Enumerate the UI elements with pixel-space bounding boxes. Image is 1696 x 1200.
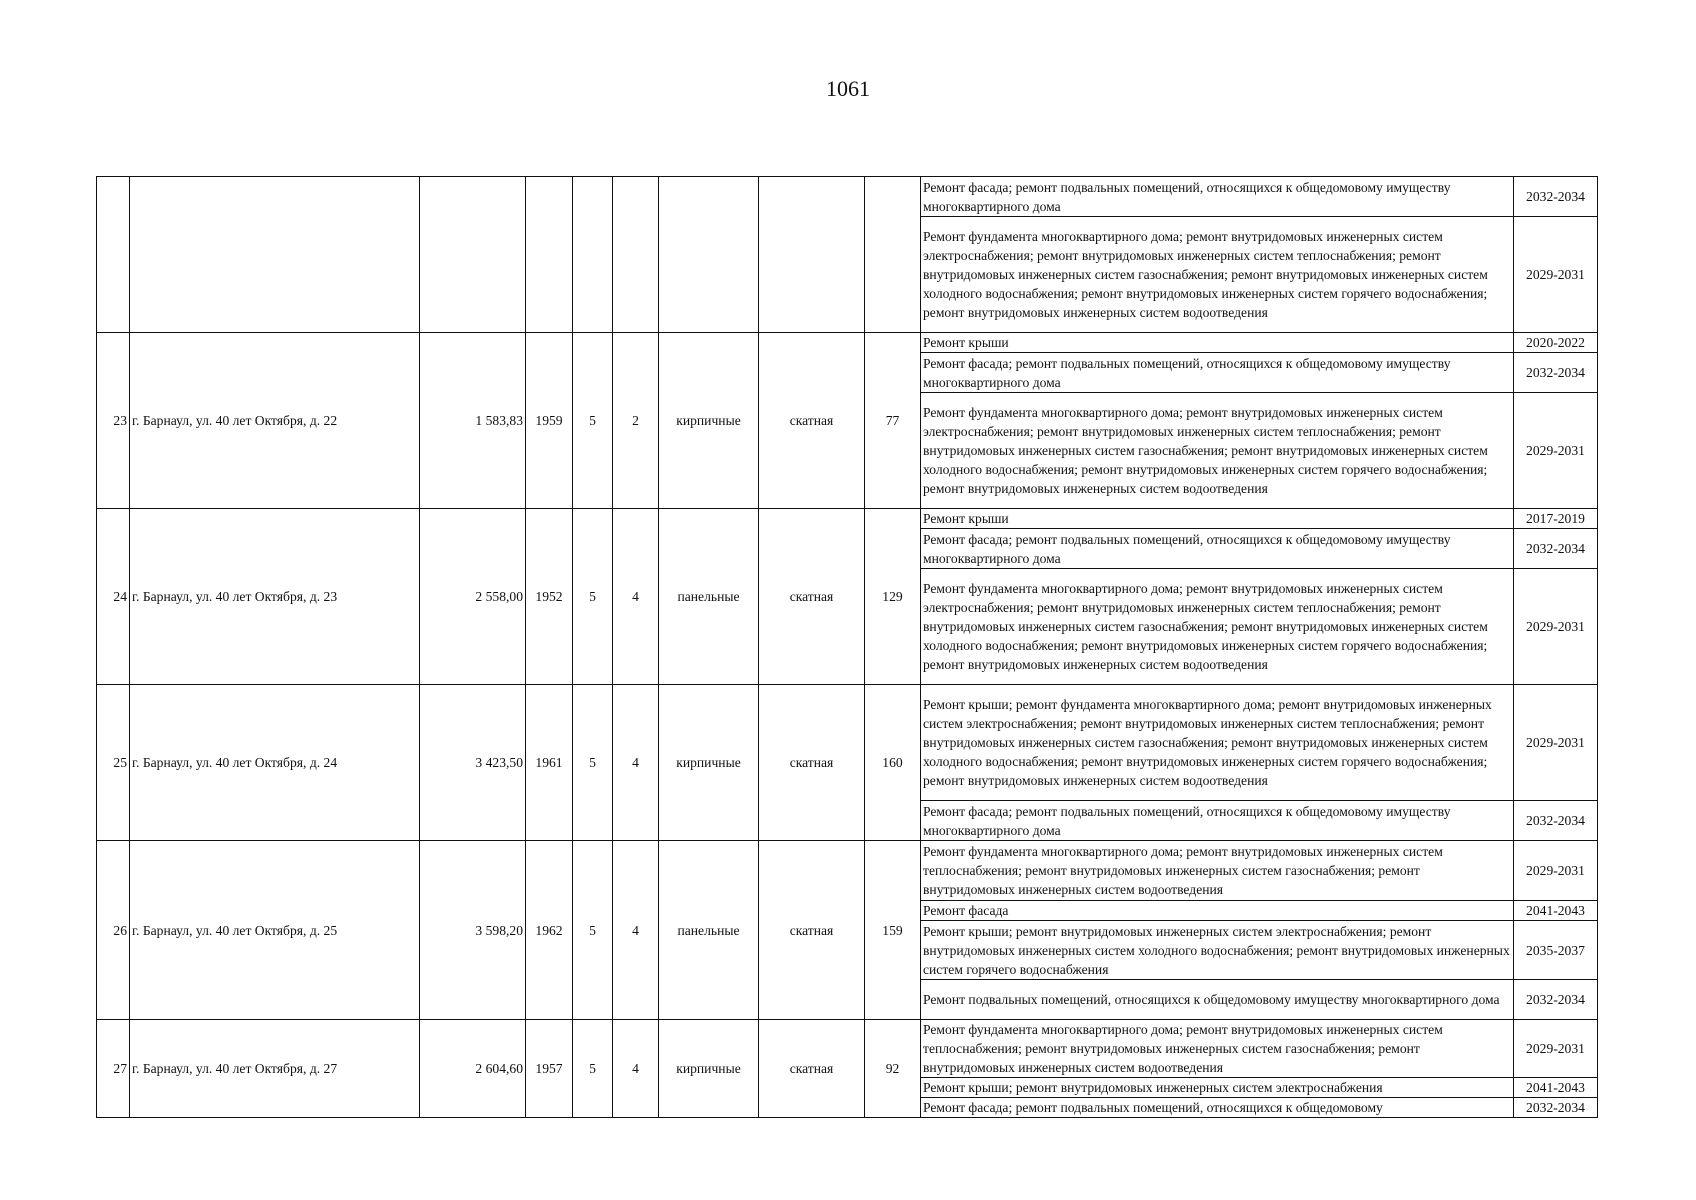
apartments-cell: 92 xyxy=(865,1020,921,1118)
apartments-cell: 160 xyxy=(865,685,921,841)
area-cell: 2 604,60 xyxy=(420,1020,526,1118)
work-description: Ремонт фасада; ремонт подвальных помещений, относящихся к общедомовому имуществу многоквартирного дома xyxy=(921,529,1514,569)
entrances-cell: 4 xyxy=(613,1020,659,1118)
address-cell: г. Барнаул, ул. 40 лет Октября, д. 23 xyxy=(130,509,420,685)
work-description: Ремонт крыши; ремонт внутридомовых инженерных систем электроснабжения xyxy=(921,1078,1514,1098)
walls-cell xyxy=(659,177,759,333)
work-description: Ремонт фундамента многоквартирного дома; ремонт внутридомовых инженерных систем электроснабжения; ремонт внутридомовых инженерных систем теплоснабжения; ремонт внутридомовых инженерных систем газоснабжения; ремонт внутридомовых инженерных систем холодного водоснабжения; ремонт внутридомовых инженерных систем горячего водоснабжения; ремонт внутридомовых инженерных систем водоотведения xyxy=(921,569,1514,685)
work-description: Ремонт крыши xyxy=(921,333,1514,353)
work-description: Ремонт крыши; ремонт фундамента многоквартирного дома; ремонт внутридомовых инженерных систем электроснабжения; ремонт внутридомовых инженерных систем теплоснабжения; ремонт внутридомовых инженерных систем газоснабжения; ремонт внутридомовых инженерных систем холодного водоснабжения; ремонт внутридомовых инженерных систем горячего водоснабжения; ремонт внутридомовых инженерных систем водоотведения xyxy=(921,685,1514,801)
work-description: Ремонт фасада; ремонт подвальных помещений, относящихся к общедомовому xyxy=(921,1098,1514,1118)
apartments-cell: 77 xyxy=(865,333,921,509)
work-period: 2032-2034 xyxy=(1514,801,1598,841)
work-period: 2032-2034 xyxy=(1514,1098,1598,1118)
address-cell: г. Барнаул, ул. 40 лет Октября, д. 22 xyxy=(130,333,420,509)
roof-cell: скатная xyxy=(759,841,865,1020)
work-period: 2029-2031 xyxy=(1514,685,1598,801)
work-description: Ремонт крыши; ремонт внутридомовых инженерных систем электроснабжения; ремонт внутридомовых инженерных систем холодного водоснабжения; ремонт внутридомовых инженерных систем горячего водоснабжения xyxy=(921,921,1514,980)
work-description: Ремонт фасада; ремонт подвальных помещений, относящихся к общедомовому имуществу многоквартирного дома xyxy=(921,353,1514,393)
area-cell: 3 423,50 xyxy=(420,685,526,841)
entrances-cell xyxy=(613,177,659,333)
address-cell: г. Барнаул, ул. 40 лет Октября, д. 24 xyxy=(130,685,420,841)
area-cell xyxy=(420,177,526,333)
work-period: 2032-2034 xyxy=(1514,353,1598,393)
address-cell xyxy=(130,177,420,333)
entrances-cell: 4 xyxy=(613,509,659,685)
floors-cell xyxy=(573,177,613,333)
roof-cell: скатная xyxy=(759,1020,865,1118)
work-description: Ремонт фундамента многоквартирного дома; ремонт внутридомовых инженерных систем теплоснабжения; ремонт внутридомовых инженерных систем газоснабжения; ремонт внутридомовых инженерных систем водоотведения xyxy=(921,1020,1514,1078)
work-description: Ремонт крыши xyxy=(921,509,1514,529)
row-number: 24 xyxy=(97,509,130,685)
work-description: Ремонт фундамента многоквартирного дома; ремонт внутридомовых инженерных систем теплоснабжения; ремонт внутридомовых инженерных систем газоснабжения; ремонт внутридомовых инженерных систем водоотведения xyxy=(921,841,1514,901)
apartments-cell xyxy=(865,177,921,333)
area-cell: 1 583,83 xyxy=(420,333,526,509)
apartments-cell: 159 xyxy=(865,841,921,1020)
walls-cell: кирпичные xyxy=(659,1020,759,1118)
work-period: 2020-2022 xyxy=(1514,333,1598,353)
work-description: Ремонт подвальных помещений, относящихся к общедомовому имуществу многоквартирного дома xyxy=(921,980,1514,1020)
year-cell: 1957 xyxy=(526,1020,573,1118)
area-cell: 3 598,20 xyxy=(420,841,526,1020)
row-number: 25 xyxy=(97,685,130,841)
roof-cell: скатная xyxy=(759,509,865,685)
entrances-cell: 4 xyxy=(613,841,659,1020)
row-number: 23 xyxy=(97,333,130,509)
floors-cell: 5 xyxy=(573,1020,613,1118)
roof-cell xyxy=(759,177,865,333)
floors-cell: 5 xyxy=(573,333,613,509)
address-cell: г. Барнаул, ул. 40 лет Октября, д. 25 xyxy=(130,841,420,1020)
walls-cell: панельные xyxy=(659,509,759,685)
work-period: 2032-2034 xyxy=(1514,980,1598,1020)
floors-cell: 5 xyxy=(573,841,613,1020)
year-cell: 1961 xyxy=(526,685,573,841)
roof-cell: скатная xyxy=(759,685,865,841)
table-row xyxy=(97,509,1598,529)
work-period: 2029-2031 xyxy=(1514,217,1598,333)
walls-cell: панельные xyxy=(659,841,759,1020)
table-row xyxy=(97,177,1598,217)
work-period: 2041-2043 xyxy=(1514,901,1598,921)
year-cell: 1959 xyxy=(526,333,573,509)
walls-cell: кирпичные xyxy=(659,333,759,509)
year-cell: 1962 xyxy=(526,841,573,1020)
apartments-cell: 129 xyxy=(865,509,921,685)
floors-cell: 5 xyxy=(573,509,613,685)
work-period: 2029-2031 xyxy=(1514,1020,1598,1078)
work-description: Ремонт фасада xyxy=(921,901,1514,921)
work-period: 2035-2037 xyxy=(1514,921,1598,980)
work-period: 2032-2034 xyxy=(1514,177,1598,217)
work-period: 2041-2043 xyxy=(1514,1078,1598,1098)
work-period: 2032-2034 xyxy=(1514,529,1598,569)
row-number: 27 xyxy=(97,1020,130,1118)
table-row xyxy=(97,841,1598,901)
floors-cell: 5 xyxy=(573,685,613,841)
work-period: 2029-2031 xyxy=(1514,841,1598,901)
entrances-cell: 2 xyxy=(613,333,659,509)
work-period: 2029-2031 xyxy=(1514,393,1598,509)
work-description: Ремонт фундамента многоквартирного дома; ремонт внутридомовых инженерных систем электроснабжения; ремонт внутридомовых инженерных систем теплоснабжения; ремонт внутридомовых инженерных систем газоснабжения; ремонт внутридомовых инженерных систем холодного водоснабжения; ремонт внутридомовых инженерных систем горячего водоснабжения; ремонт внутридомовых инженерных систем водоотведения xyxy=(921,393,1514,509)
page-number: 1061 xyxy=(826,76,870,101)
area-cell: 2 558,00 xyxy=(420,509,526,685)
row-number xyxy=(97,177,130,333)
work-period: 2017-2019 xyxy=(1514,509,1598,529)
roof-cell: скатная xyxy=(759,333,865,509)
year-cell: 1952 xyxy=(526,509,573,685)
work-period: 2029-2031 xyxy=(1514,569,1598,685)
entrances-cell: 4 xyxy=(613,685,659,841)
housing-repair-table xyxy=(96,176,1598,1118)
work-description: Ремонт фасада; ремонт подвальных помещений, относящихся к общедомовому имуществу многоквартирного дома xyxy=(921,801,1514,841)
year-cell xyxy=(526,177,573,333)
address-cell: г. Барнаул, ул. 40 лет Октября, д. 27 xyxy=(130,1020,420,1118)
table-row xyxy=(97,1020,1598,1078)
table-row xyxy=(97,685,1598,801)
table-row xyxy=(97,333,1598,353)
work-description: Ремонт фундамента многоквартирного дома; ремонт внутридомовых инженерных систем электроснабжения; ремонт внутридомовых инженерных систем теплоснабжения; ремонт внутридомовых инженерных систем газоснабжения; ремонт внутридомовых инженерных систем холодного водоснабжения; ремонт внутридомовых инженерных систем горячего водоснабжения; ремонт внутридомовых инженерных систем водоотведения xyxy=(921,217,1514,333)
row-number: 26 xyxy=(97,841,130,1020)
work-description: Ремонт фасада; ремонт подвальных помещений, относящихся к общедомовому имуществу многоквартирного дома xyxy=(921,177,1514,217)
walls-cell: кирпичные xyxy=(659,685,759,841)
